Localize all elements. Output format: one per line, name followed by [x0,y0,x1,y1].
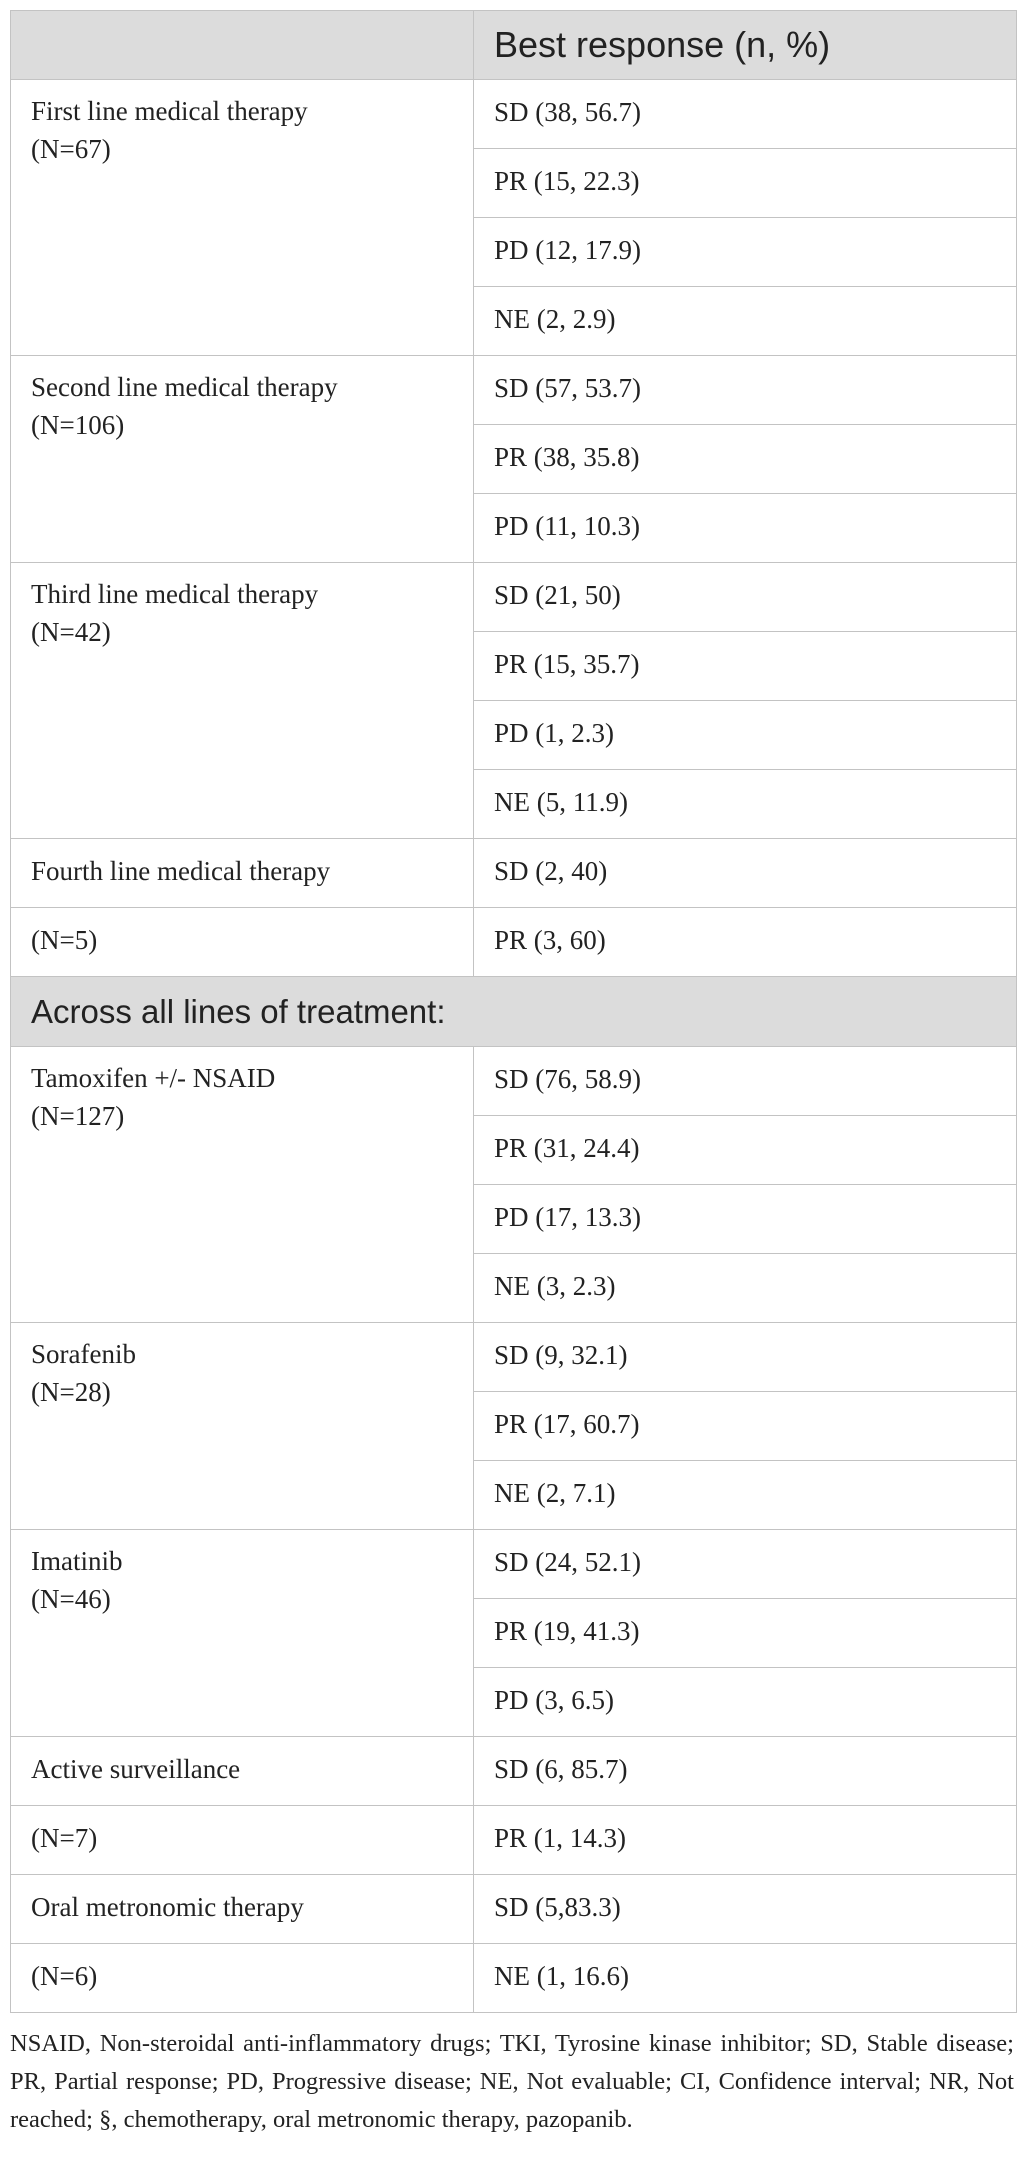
group-label: Sorafenib [31,1339,136,1369]
group-label: Imatinib [31,1546,123,1576]
response-cell: PR (15, 35.7) [474,632,1017,701]
section-row [11,977,1017,1047]
response-cell: PR (38, 35.8) [474,425,1017,494]
table-row [11,839,1017,908]
response-cell: NE (1, 16.6) [474,1944,1017,2013]
table-row [11,1944,1017,2013]
group-n: (N=28) [31,1377,111,1407]
response-cell: SD (21, 50) [474,563,1017,632]
group-label: Tamoxifen +/- NSAID [31,1063,276,1093]
group-n: (N=106) [31,410,125,440]
group-label-active-surveillance: Active surveillance [11,1737,474,1806]
response-cell: PD (11, 10.3) [474,494,1017,563]
group-cell-first-line [11,80,474,356]
response-cell: PD (1, 2.3) [474,701,1017,770]
response-cell: PR (19, 41.3) [474,1599,1017,1668]
group-n-fourth-line: (N=5) [11,908,474,977]
table-row [11,1047,1017,1116]
group-cell-third-line [11,563,474,839]
group-label-oral-metronomic: Oral metronomic therapy [11,1875,474,1944]
table-row [11,1737,1017,1806]
response-cell: PD (17, 13.3) [474,1185,1017,1254]
table-footnote: NSAID, Non-steroidal anti-inflammatory drugs; TKI, Tyrosine kinase inhibitor; SD, Stable disease; PR, Partial response; PD, Progressive disease; NE, Not evaluable; CI, Confidence interval; NR, Not reached; §, chemotherapy, oral metronomic therapy, pazopanib. [10,2030,1014,2133]
group-cell-second-line [11,356,474,563]
response-cell: PD (12, 17.9) [474,218,1017,287]
table-container [10,10,1016,2164]
table-row [11,908,1017,977]
response-cell: NE (3, 2.3) [474,1254,1017,1323]
response-cell: PR (3, 60) [474,908,1017,977]
group-n: (N=127) [31,1101,125,1131]
group-cell-imatinib [11,1530,474,1737]
group-label-fourth-line: Fourth line medical therapy [11,839,474,908]
group-n: (N=46) [31,1584,111,1614]
header-best-response: Best response (n, %) [474,11,1017,80]
group-cell-sorafenib [11,1323,474,1530]
response-cell: PR (15, 22.3) [474,149,1017,218]
response-cell: PD (3, 6.5) [474,1668,1017,1737]
response-cell: SD (5,83.3) [474,1875,1017,1944]
group-cell-tamoxifen [11,1047,474,1323]
response-cell: SD (76, 58.9) [474,1047,1017,1116]
response-cell: NE (2, 7.1) [474,1461,1017,1530]
response-cell: PR (17, 60.7) [474,1392,1017,1461]
table-row [11,1323,1017,1392]
response-cell: NE (2, 2.9) [474,287,1017,356]
table-row [11,1806,1017,1875]
group-n-active-surveillance: (N=7) [11,1806,474,1875]
response-cell: SD (24, 52.1) [474,1530,1017,1599]
response-cell: SD (38, 56.7) [474,80,1017,149]
response-cell: SD (6, 85.7) [474,1737,1017,1806]
response-cell: SD (2, 40) [474,839,1017,908]
group-label: Second line medical therapy [31,372,338,402]
response-cell: SD (57, 53.7) [474,356,1017,425]
response-cell: SD (9, 32.1) [474,1323,1017,1392]
table-row [11,1875,1017,1944]
response-cell: PR (31, 24.4) [474,1116,1017,1185]
group-label: Third line medical therapy [31,579,319,609]
header-row [11,11,1017,80]
group-n: (N=67) [31,134,111,164]
group-label: First line medical therapy [31,96,308,126]
table-row [11,563,1017,632]
group-n: (N=42) [31,617,111,647]
section-title: Across all lines of treatment: [11,977,1017,1047]
group-n-oral-metronomic: (N=6) [11,1944,474,2013]
best-response-table [10,10,1017,2013]
table-row [11,80,1017,149]
header-blank-cell [11,11,474,80]
table-row [11,356,1017,425]
table-row [11,1530,1017,1599]
response-cell: PR (1, 14.3) [474,1806,1017,1875]
response-cell: NE (5, 11.9) [474,770,1017,839]
